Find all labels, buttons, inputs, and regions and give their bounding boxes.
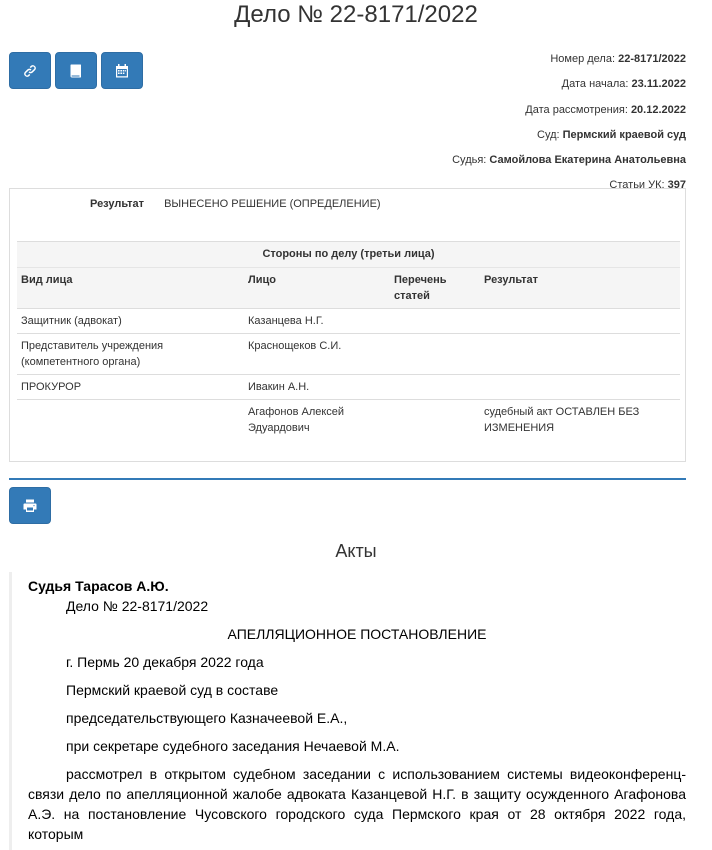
judge-value: Самойлова Екатерина Анатольевна <box>489 154 686 167</box>
result-row <box>90 198 381 210</box>
case-details-panel <box>9 188 686 462</box>
calendar-button[interactable] <box>101 52 143 89</box>
party-type: Представитель учреждения (компетентного органа) <box>17 334 244 375</box>
court-value: Пермский краевой суд <box>562 128 686 141</box>
party-type: ПРОКУРОР <box>17 375 244 400</box>
party-result <box>480 375 680 400</box>
acts-heading: АПЕЛЛЯЦИОННОЕ ПОСТАНОВЛЕНИЕ <box>227 626 487 642</box>
party-result <box>480 309 680 334</box>
acts-line-court: Пермский краевой суд в составе <box>66 682 279 698</box>
calendar-icon <box>114 63 130 79</box>
acts-paragraph: рассмотрел в открытом судебном заседании с использованием системы видеоконференц-связи дело по апелляционной жалобе адвоката Казанцевой Н.Г. в защиту осужденного Агафонова А.Э. на постановление Чусовского городского суда Пермского края от 28 октября 2022 года, которым <box>28 766 686 842</box>
header-person: Лицо <box>244 268 390 309</box>
header-articles <box>390 268 480 309</box>
acts-place-date: г. Пермь 20 декабря 2022 года <box>66 654 264 670</box>
party-person: Краснощеков С.И. <box>244 334 390 375</box>
result-label: Результат <box>90 198 145 210</box>
book-icon <box>68 63 84 79</box>
book-button[interactable] <box>55 52 97 89</box>
case-info <box>452 52 686 204</box>
start-date-row <box>452 77 686 102</box>
party-type <box>17 400 244 441</box>
party-articles <box>390 334 480 375</box>
acts-document <box>9 572 686 850</box>
table-row <box>17 375 680 400</box>
start-date-label: Дата начала: <box>561 78 629 91</box>
review-date-row <box>452 103 686 128</box>
review-date-value: 20.12.2022 <box>630 103 686 116</box>
table-row <box>17 309 680 334</box>
start-date-value: 23.11.2022 <box>631 78 686 91</box>
toolbar <box>9 52 143 89</box>
link-icon <box>22 63 38 79</box>
parties-caption: Стороны по делу (третьи лица) <box>17 242 680 268</box>
page-title: Дело № 22-8171/2022 <box>234 1 478 28</box>
header-result: Результат <box>480 268 680 309</box>
party-person <box>244 400 390 441</box>
articles-label: Статьи УК: <box>609 179 665 192</box>
party-type: Защитник (адвокат) <box>17 309 244 334</box>
parties-header-row <box>17 268 680 309</box>
party-person-label: Агафонов Алексей Эдуардович <box>248 406 345 434</box>
court-row <box>452 128 686 153</box>
case-number-value: 22-8171/2022 <box>618 53 686 65</box>
parties-caption-row <box>17 242 680 268</box>
case-number-row <box>452 52 686 77</box>
link-button[interactable] <box>9 52 51 89</box>
party-result-label: судебный акт ОСТАВЛЕН БЕЗ ИЗМЕНЕНИЯ <box>484 406 640 434</box>
table-row <box>17 400 680 441</box>
party-person: Ивакин А.Н. <box>244 375 390 400</box>
case-number-label: Номер дела: <box>550 53 616 65</box>
result-value: ВЫНЕСЕНО РЕШЕНИЕ (ОПРЕДЕЛЕНИЕ) <box>164 198 381 210</box>
acts-line-chair: председательствующего Казначеевой Е.А., <box>66 710 348 726</box>
party-result <box>480 400 680 441</box>
header-type: Вид лица <box>17 268 244 309</box>
party-articles <box>390 400 480 441</box>
party-person: Казанцева Н.Г. <box>244 309 390 334</box>
judge-label: Судья: <box>452 154 487 167</box>
print-icon <box>22 498 38 514</box>
acts-line-secretary: при секретаре судебного заседания Нечаевой М.А. <box>66 738 400 754</box>
judge-row <box>452 153 686 178</box>
header-articles-label: Перечень статей <box>394 274 447 302</box>
parties-table <box>17 241 680 440</box>
articles-value: 397 <box>667 179 686 192</box>
acts-case-number: Дело № 22-8171/2022 <box>66 598 209 614</box>
review-date-label: Дата рассмотрения: <box>525 103 628 116</box>
section-divider <box>9 478 686 480</box>
party-articles <box>390 309 480 334</box>
party-result <box>480 334 680 375</box>
court-label: Суд: <box>537 128 560 141</box>
acts-judge: Судья Тарасов А.Ю. <box>28 578 169 594</box>
print-button[interactable] <box>9 487 51 524</box>
acts-title: Акты <box>335 541 377 561</box>
party-articles <box>390 375 480 400</box>
table-row <box>17 334 680 375</box>
